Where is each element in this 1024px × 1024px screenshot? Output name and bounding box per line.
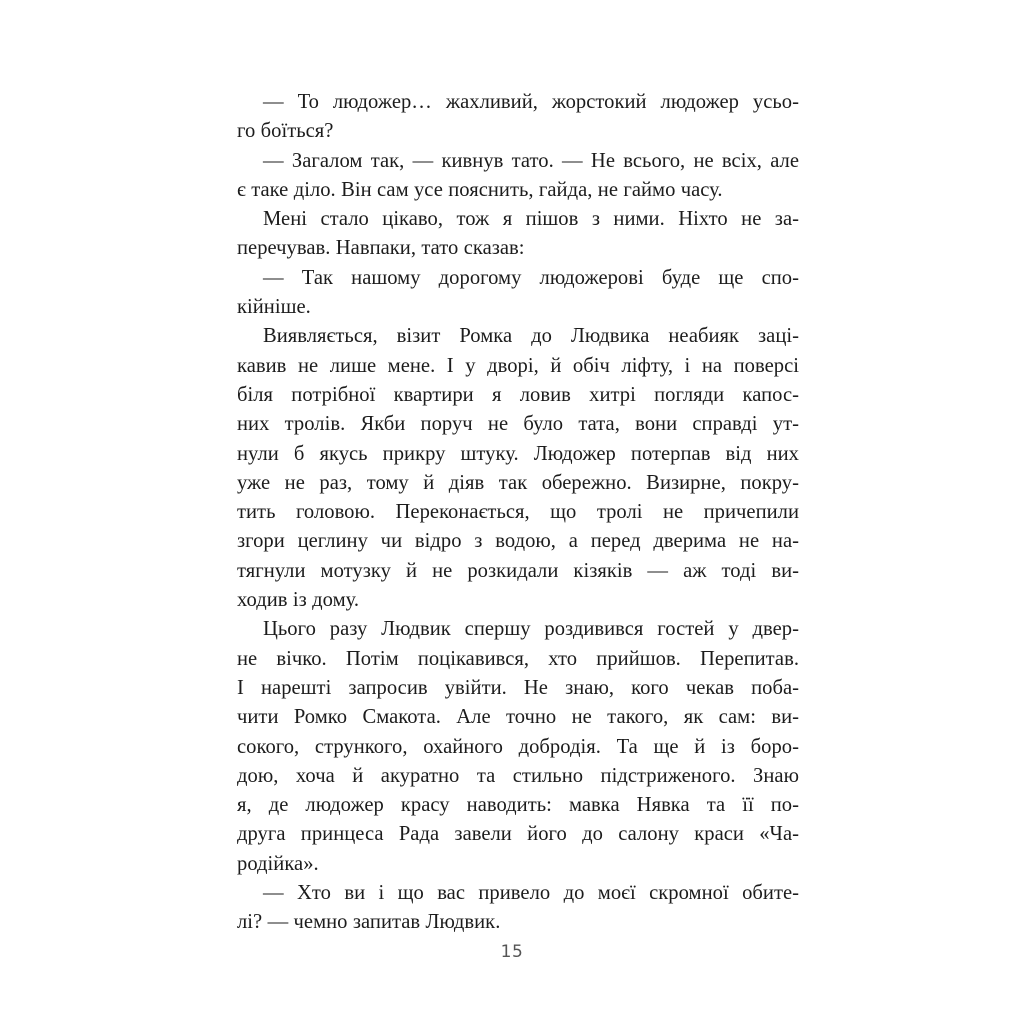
text-line: тить головою. Переконається, що тролі не причепили xyxy=(237,501,799,524)
text-line: нули б якусь прикру штуку. Людожер потерпав від них xyxy=(237,442,799,465)
text-line: кійніше. xyxy=(237,296,311,319)
text-line: дою, хоча й акуратно та стильно підстриженого. Знаю xyxy=(237,764,799,787)
text-line: я, де людожер красу наводить: мавка Нявка та її по- xyxy=(237,794,799,817)
paragraph xyxy=(237,322,799,615)
page-number: 15 xyxy=(500,942,524,962)
text-line: друга принцеса Рада завели його до салону краси «Ча- xyxy=(237,823,799,846)
text-line: ходив із дому. xyxy=(237,589,360,612)
text-line: лі? — чемно запитав Людвик. xyxy=(237,911,501,934)
text-line: Виявляється, візит Ромка до Людвика неабияк заці- xyxy=(263,325,799,348)
text-line: — То людожер… жахливий, жорстокий людожер усьо- xyxy=(263,91,799,113)
paragraph xyxy=(237,88,799,147)
text-line: кавив не лише мене. І у дворі, й обіч ліфту, і на поверсі xyxy=(237,354,799,377)
text-line: сокого, стрункого, охайного добродія. Та ще й із боро- xyxy=(237,735,799,758)
text-line: — Хто ви і що вас привело до моєї скромної обите- xyxy=(263,882,799,905)
paragraph xyxy=(237,147,799,206)
text-line: згори цеглину чи відро з водою, а перед дверима не на- xyxy=(237,530,799,553)
paragraph xyxy=(237,879,799,938)
text-line: І нарешті запросив увійти. Не знаю, кого чекав поба- xyxy=(237,676,799,699)
text-line: — Так нашому дорогому людожерові буде ще спо- xyxy=(263,266,799,289)
text-line: го боїться? xyxy=(237,120,334,143)
text-line: них тролів. Якби поруч не було тата, вони справді ут- xyxy=(237,413,799,436)
paragraph xyxy=(237,264,799,323)
text-line: уже не раз, тому й діяв так обережно. Визирне, покру- xyxy=(237,471,799,494)
text-line: тягнули мотузку й не розкидали кізяків — аж тоді ви- xyxy=(237,559,799,582)
text-line: чити Ромко Смакота. Але точно не такого, як сам: ви- xyxy=(237,706,799,729)
text-line: є таке діло. Він сам усе пояснить, гайда, не гаймо часу. xyxy=(237,178,723,201)
text-line: Мені стало цікаво, тож я пішов з ними. Ніхто не за- xyxy=(263,208,799,231)
text-line: Цього разу Людвик спершу роздивився гостей у двер- xyxy=(263,618,799,641)
text-line: — Загалом так, — кивнув тато. — Не всього, не всіх, але xyxy=(263,149,799,172)
text-line: родійка». xyxy=(237,852,319,875)
page-text-body xyxy=(237,88,799,938)
text-line: не вічко. Потім поцікавився, хто прийшов. Перепитав. xyxy=(237,647,799,670)
text-line: перечував. Навпаки, тато сказав: xyxy=(237,237,525,260)
text-line: біля потрібної квартири я ловив хитрі погляди капос- xyxy=(237,383,799,406)
paragraph xyxy=(237,615,799,879)
paragraph xyxy=(237,205,799,264)
